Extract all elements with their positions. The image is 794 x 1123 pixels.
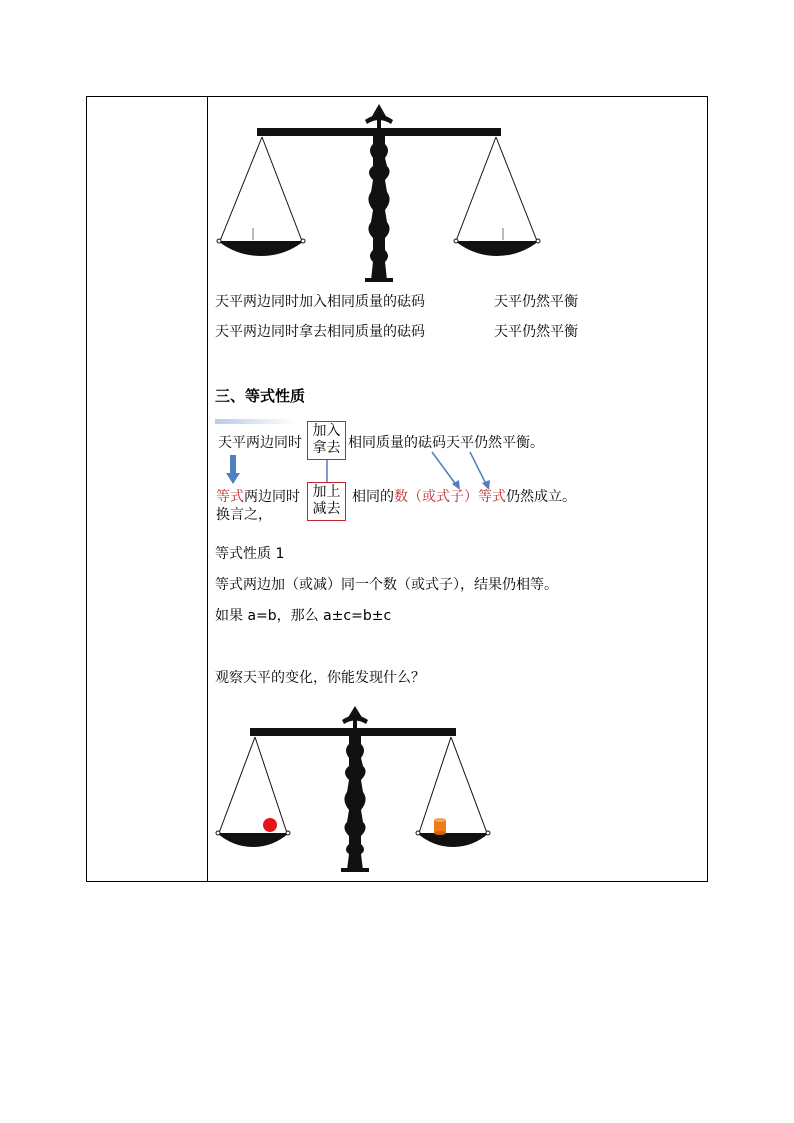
diagonal-arrow-1-icon (428, 450, 468, 492)
down-arrow-icon (226, 455, 240, 485)
heading-underline-decoration (215, 419, 295, 424)
diagonal-arrow-2-icon (466, 450, 506, 492)
table-column-divider (207, 97, 208, 881)
remove-weights-result: 天平仍然平衡 (494, 324, 578, 340)
red-ball (263, 818, 277, 832)
box-plus-label: 加上 (312, 484, 341, 500)
diagram-row2-rest (352, 488, 576, 506)
add-weights-text: 天平两边同时加入相同质量的砝码 (215, 294, 425, 310)
remove-weights-text: 天平两边同时拿去相同质量的砝码 (215, 324, 425, 340)
balance-scale-bottom-icon (215, 704, 505, 874)
diagram-row1-prefix: 天平两边同时 (218, 435, 302, 451)
property-statement: 等式两边加（或减）同一个数（或式子），结果仍相等。 (215, 577, 558, 593)
balance-scale-top-icon (215, 100, 505, 285)
property-example: 如果 a=b，那么 a±c=b±c (215, 608, 392, 624)
add-remove-box (307, 421, 346, 460)
add-weights-result: 天平仍然平衡 (494, 294, 578, 310)
box-remove-label: 拿去 (312, 440, 341, 456)
diagram-row2-red: 数（或式子）等式 (394, 489, 506, 505)
section-heading: 三、等式性质 (215, 387, 306, 405)
box-add-label: 加入 (312, 423, 341, 439)
connector-line (325, 460, 329, 484)
diagram-row2 (216, 488, 300, 506)
add-subtract-box (307, 482, 346, 521)
equation-word: 等式 (216, 489, 244, 505)
diagram-row2-mid: 相同的 (352, 489, 394, 505)
observation-question: 观察天平的变化，你能发现什么？ (215, 670, 425, 686)
property-title: 等式性质 1 (215, 546, 285, 562)
diagram-row2-suffix: 仍然成立。 (506, 489, 576, 505)
diagram-row1-suffix: 相同质量的砝码天平仍然平衡。 (348, 435, 544, 451)
diagram-row2-prefix: 两边同时 (244, 489, 300, 505)
in-other-words: 换言之， (216, 507, 272, 523)
box-minus-label: 减去 (312, 501, 341, 517)
